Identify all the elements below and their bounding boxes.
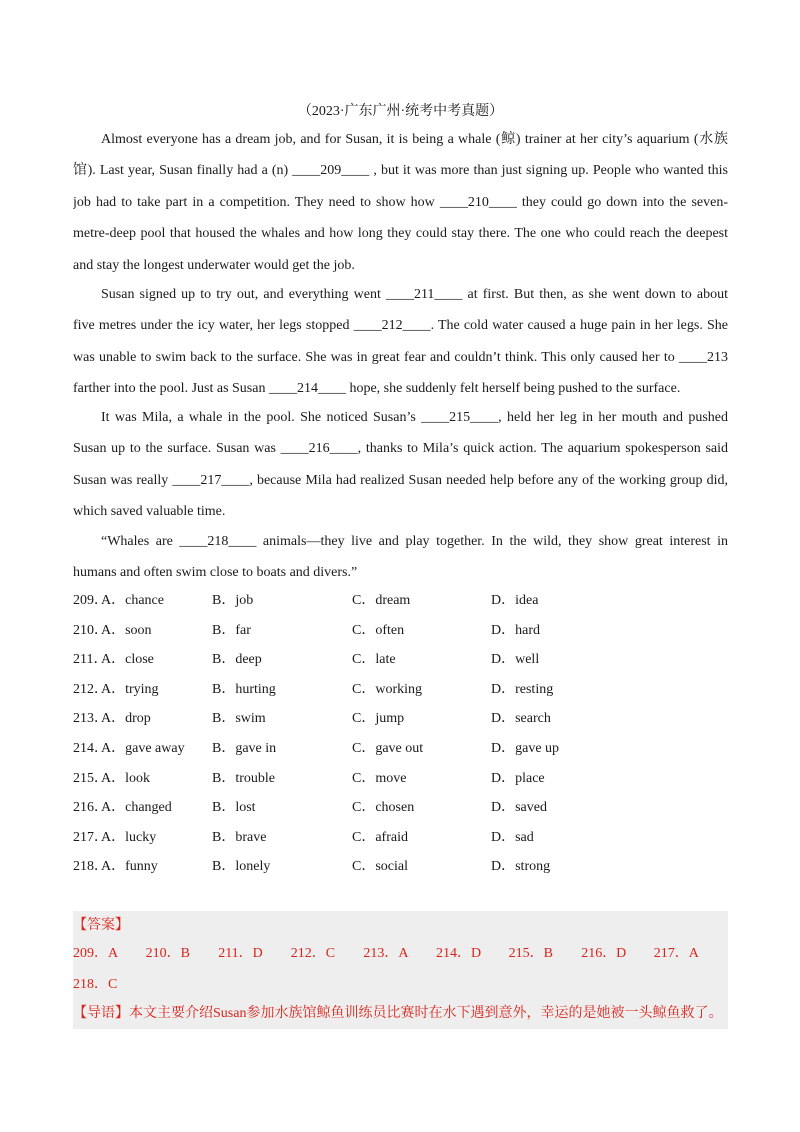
option-b[interactable]: B．brave (212, 829, 267, 845)
question-row (73, 823, 728, 853)
question-row (73, 793, 728, 823)
passage-line: “Whales are ____218____ animals—they live and play together. In the wild, they show great interest in (101, 534, 728, 549)
option-c[interactable]: C．social (352, 859, 408, 875)
option-a[interactable]: A．changed (101, 800, 172, 816)
option-d[interactable]: D．hard (491, 622, 540, 638)
question-number: 211． (73, 652, 108, 668)
option-d[interactable]: D．gave up (491, 741, 560, 756)
question-number: 214． (73, 741, 108, 756)
option-a[interactable]: A．look (101, 770, 150, 786)
question-number: 213． (73, 711, 108, 727)
option-b[interactable]: B．far (212, 622, 251, 638)
option-c[interactable]: C．chosen (352, 800, 415, 816)
option-b[interactable]: B．job (212, 593, 254, 608)
answer-item: 216．D (581, 946, 627, 961)
option-c[interactable]: C．dream (352, 593, 411, 608)
question-number: 212． (73, 681, 108, 697)
answer-item: 211．D (218, 946, 263, 961)
answer-item: 212．C (290, 946, 336, 961)
option-d[interactable]: D．sad (491, 829, 534, 845)
passage-paragraph (73, 526, 728, 589)
answer-item: 218．C (73, 977, 118, 992)
answer-item: 213．A (363, 946, 409, 961)
answer-item: 209．A (73, 946, 119, 961)
option-a[interactable]: A．soon (101, 622, 152, 638)
option-b[interactable]: B．trouble (212, 770, 275, 786)
question-number: 218． (73, 859, 108, 875)
passage-paragraph (73, 402, 728, 528)
option-a[interactable]: A．gave away (101, 741, 185, 756)
option-d[interactable]: D．strong (491, 859, 551, 875)
answer-item: 215．B (508, 946, 553, 961)
option-b[interactable]: B．lost (212, 800, 256, 816)
option-c[interactable]: C．often (352, 622, 405, 638)
option-a[interactable]: A．close (101, 652, 154, 668)
question-number: 217． (73, 829, 108, 845)
option-d[interactable]: D．idea (491, 593, 539, 608)
passage-line: Almost everyone has a dream job, and for Susan, it is being a whale (鲸) trainer at her city’s aquarium (水族 (101, 132, 728, 147)
option-d[interactable]: D．place (491, 770, 545, 786)
option-c[interactable]: C．working (352, 681, 422, 697)
passage-line: 馆). Last year, Susan finally had a (n) ____209____ , but it was more than just signing up. People who wanted this (73, 163, 728, 179)
option-b[interactable]: B．deep (212, 652, 262, 668)
option-b[interactable]: B．hurting (212, 681, 276, 697)
option-a[interactable]: A．drop (101, 711, 151, 727)
question-row (73, 645, 728, 675)
question-row (73, 704, 728, 734)
option-b[interactable]: B．lonely (212, 859, 271, 875)
question-number: 210． (73, 622, 108, 638)
answer-heading: 【答案】 (73, 918, 129, 933)
question-number: 209． (73, 593, 108, 608)
passage-line: job had to take part in a competition. They need to show how ____210____ they could go down into the seven- (73, 194, 728, 210)
passage-line: Susan signed up to try out, and everything went ____211____ at first. But then, as she went down to about (101, 287, 728, 302)
question-row (73, 852, 728, 882)
passage-line: Susan up to the surface. Susan was ____216____, thanks to Mila’s quick action. The aquarium spokesperson said (73, 441, 728, 457)
answer-row (73, 970, 728, 1000)
answer-item: 217．A (653, 946, 699, 961)
passage-line: It was Mila, a whale in the pool. She noticed Susan’s ____215____, held her leg in her mouth and pushed (101, 410, 728, 425)
option-d[interactable]: D．well (491, 652, 540, 668)
passage-line: was unable to swim back to the surface. She was in great fear and couldn’t think. This only caused her to ____213 (73, 349, 728, 365)
option-c[interactable]: C．jump (352, 711, 405, 727)
option-b[interactable]: B．swim (212, 711, 266, 727)
question-row (73, 616, 728, 646)
option-a[interactable]: A．lucky (101, 829, 157, 845)
option-a[interactable]: A．trying (101, 681, 159, 697)
answer-row (73, 939, 728, 969)
passage-line: five metres under the icy water, her legs stopped ____212____. The cold water caused a huge pain in her legs. She (73, 318, 728, 334)
passage-line: farther into the pool. Just as Susan ____214____ hope, she suddenly felt herself being pushed to the surface. (73, 381, 681, 397)
question-source: （2023·广东广州·统考中考真题） (297, 104, 504, 119)
answer-item: 210．B (145, 946, 190, 961)
passage-line: metre-deep pool that housed the whales and how long they could stay there. The one who could reach the deepest (73, 226, 728, 242)
option-a[interactable]: A．chance (101, 593, 164, 608)
answer-box (73, 911, 728, 1029)
passage-line: which saved valuable time. (73, 504, 226, 520)
passage-line: humans and often swim close to boats and divers.” (73, 565, 358, 581)
option-d[interactable]: D．saved (491, 800, 547, 816)
passage-paragraph (73, 279, 728, 405)
passage-line: Susan was really ____217____, because Mila had realized Susan needed help before any of the working group did, (73, 472, 728, 488)
guide-text: 【导语】本文主要介绍Susan参加水族馆鲸鱼训练员比赛时在水下遇到意外，幸运的是她被一头鲸鱼救了。 (73, 1006, 723, 1021)
question-row (73, 764, 728, 794)
passage-line: and stay the longest underwater would get the job. (73, 257, 355, 273)
option-d[interactable]: D．search (491, 711, 551, 727)
option-b[interactable]: B．gave in (212, 741, 277, 756)
question-number: 215． (73, 770, 108, 786)
option-c[interactable]: C．gave out (352, 741, 424, 756)
option-c[interactable]: C．late (352, 652, 396, 668)
option-c[interactable]: C．move (352, 770, 407, 786)
answer-item: 214．D (436, 946, 482, 961)
question-row (73, 675, 728, 705)
passage-paragraph (73, 124, 728, 281)
question-row (73, 734, 728, 764)
question-row (73, 586, 728, 616)
question-number: 216． (73, 800, 108, 816)
option-d[interactable]: D．resting (491, 681, 554, 697)
option-a[interactable]: A．funny (101, 859, 158, 875)
option-c[interactable]: C．afraid (352, 829, 408, 845)
